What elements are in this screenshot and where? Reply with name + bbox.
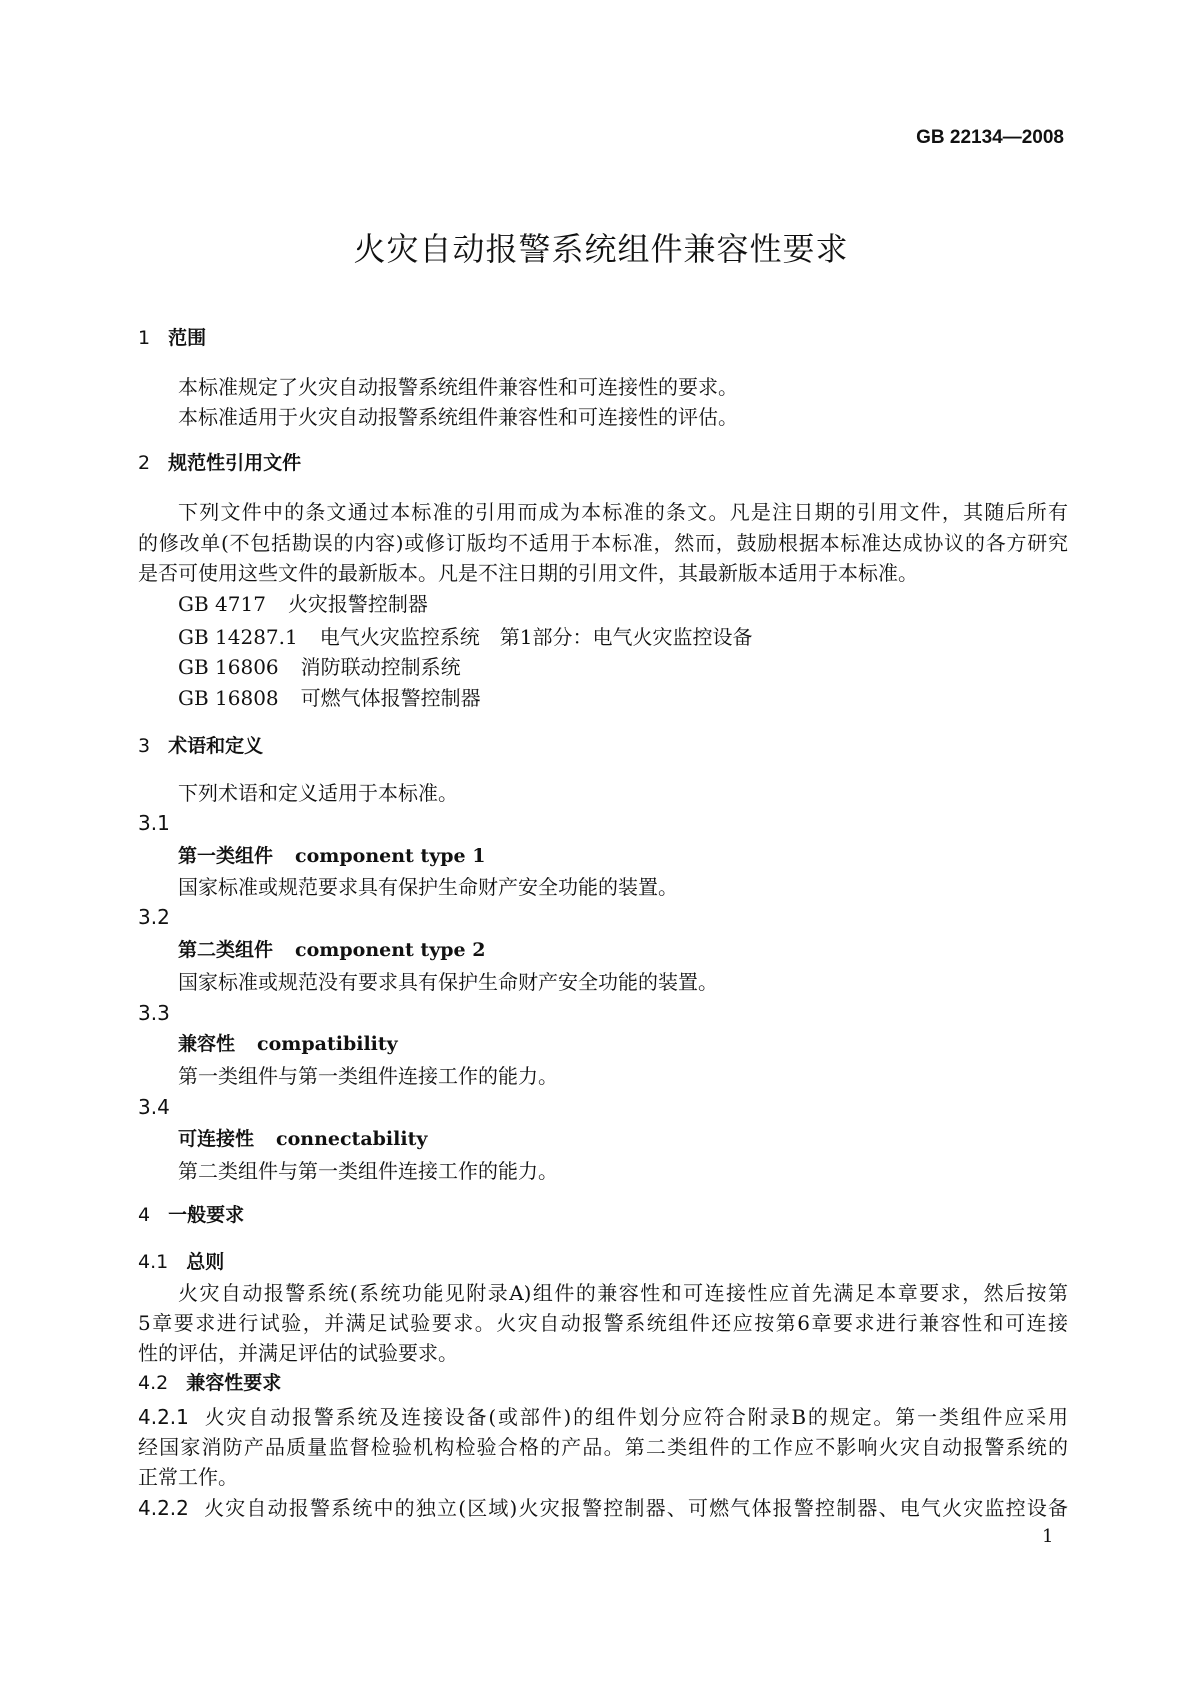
paragraph-line: 性的评估，并满足评估的试验要求。 [138,1341,458,1365]
section-1-heading: 1 范围 [138,327,207,349]
term-definition: 第二类组件与第一类组件连接工作的能力。 [178,1159,558,1183]
clause-4-2-2-line: 4.2.2 火灾自动报警系统中的独立(区域)火灾报警控制器、可燃气体报警控制器、电气火灾监控设备 [138,1496,1068,1520]
paragraph-line: 火灾自动报警系统(系统功能见附录A)组件的兼容性和可连接性应首先满足本章要求，然后按第 [178,1281,1068,1305]
paragraph-line: 的修改单(不包括勘误的内容)或修订版均不适用于本标准，然而，鼓励根据本标准达成协议的各方研究 [138,531,1068,555]
term-number: 3.2 [138,905,170,929]
section-4-heading: 4 一般要求 [138,1204,245,1226]
section-3-heading: 3 术语和定义 [138,735,264,757]
term-heading: 第二类组件 component type 2 [178,939,486,961]
section-2-heading: 2 规范性引用文件 [138,452,302,474]
section-4-2-heading: 4.2 兼容性要求 [138,1372,282,1394]
page-number: 1 [1042,1526,1054,1547]
section-4-1-heading: 4.1 总则 [138,1251,225,1273]
reference-item: GB 14287.1 电气火灾监控系统 第1部分：电气火灾监控设备 [178,625,753,649]
reference-item: GB 16806 消防联动控制系统 [178,655,461,679]
clause-4-2-1-line: 4.2.1 火灾自动报警系统及连接设备(或部件)的组件划分应符合附录B的规定。第一类组件应采用 [138,1405,1068,1429]
standard-number: GB 22134—2008 [916,127,1064,148]
paragraph-line: 正常工作。 [138,1465,238,1489]
page-title: 火灾自动报警系统组件兼容性要求 [353,230,849,268]
term-definition: 国家标准或规范没有要求具有保护生命财产安全功能的装置。 [178,970,718,994]
reference-item: GB 4717 火灾报警控制器 [178,592,428,616]
reference-item: GB 16808 可燃气体报警控制器 [178,686,481,710]
paragraph-line: 下列术语和定义适用于本标准。 [178,781,458,805]
term-heading: 可连接性 connectability [178,1128,428,1150]
term-heading: 第一类组件 component type 1 [178,845,486,867]
paragraph-line: 经国家消防产品质量监督检验机构检验合格的产品。第二类组件的工作应不影响火灾自动报警系统的 [138,1435,1068,1459]
paragraph-line: 下列文件中的条文通过本标准的引用而成为本标准的条文。凡是注日期的引用文件，其随后所有 [178,500,1068,524]
term-definition: 第一类组件与第一类组件连接工作的能力。 [178,1064,558,1088]
paragraph-line: 本标准规定了火灾自动报警系统组件兼容性和可连接性的要求。 [178,375,738,399]
paragraph-line: 是否可使用这些文件的最新版本。凡是不注日期的引用文件，其最新版本适用于本标准。 [138,561,918,585]
term-number: 3.4 [138,1095,170,1119]
term-heading: 兼容性 compatibility [178,1033,398,1055]
paragraph-line: 本标准适用于火灾自动报警系统组件兼容性和可连接性的评估。 [178,405,738,429]
paragraph-line: 5章要求进行试验，并满足试验要求。火灾自动报警系统组件还应按第6章要求进行兼容性和可连接 [138,1311,1068,1335]
term-definition: 国家标准或规范要求具有保护生命财产安全功能的装置。 [178,875,678,899]
term-number: 3.3 [138,1001,170,1025]
term-number: 3.1 [138,811,170,835]
